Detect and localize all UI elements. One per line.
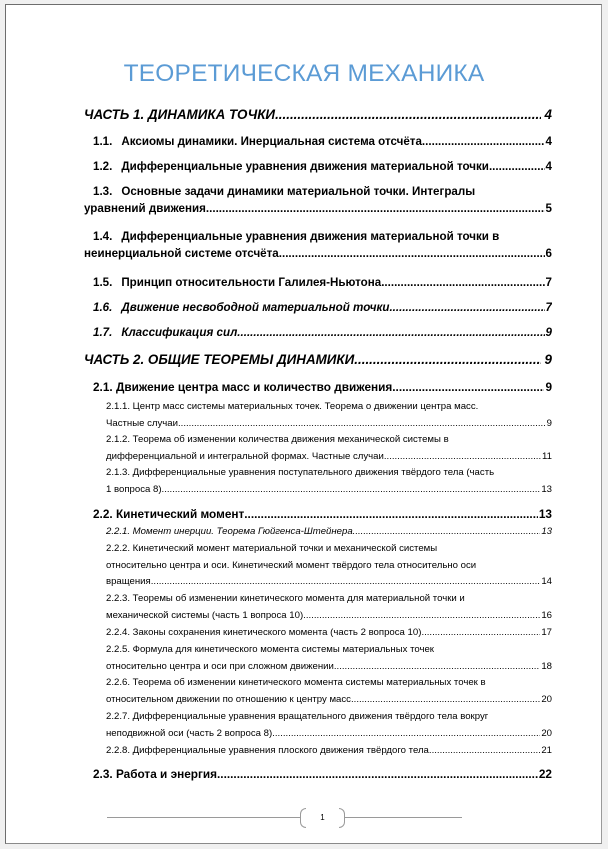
toc-leader-dots — [217, 767, 538, 781]
toc-page-number: 20 — [541, 727, 552, 739]
toc-entry-text-cont: 1 вопроса 8) — [106, 483, 162, 495]
toc-entry-text-cont: неподвижной оси (часть 2 вопроса 8) — [106, 727, 273, 739]
footer-brace-right-icon — [339, 808, 345, 828]
toc-section-2-1[interactable] — [93, 380, 552, 394]
toc-subsection-2-2-7[interactable] — [106, 709, 552, 742]
toc-subsection-2-2-2[interactable] — [106, 541, 552, 591]
toc-entry-text-cont: дифференциальной и интегральной формах. Частные случаи — [106, 450, 384, 462]
toc-leader-dots — [389, 301, 544, 314]
toc-section-number: 1.7. — [93, 326, 113, 339]
toc-leader-dots — [275, 107, 540, 122]
toc-entry-text: Дифференциальные уравнения движения материальной точки в — [121, 230, 500, 243]
toc-page-number: 6 — [545, 247, 552, 260]
toc-section-1-2[interactable] — [93, 160, 552, 173]
toc-entry-text: 2.2.8. Дифференциальные уравнения плоского движения твёрдого тела — [106, 745, 429, 756]
toc-page-number: 16 — [541, 609, 552, 621]
toc-page-number: 18 — [541, 660, 552, 672]
toc-entry-text-cont: относительно центра и оси. Кинетический момент твёрдого тела относительно оси — [106, 559, 477, 571]
toc-entry-text: 2.1.3. Дифференциальные уравнения поступательного движения твёрдого тела (часть — [106, 467, 495, 478]
toc-leader-dots — [244, 507, 538, 521]
toc-page-number: 9 — [545, 380, 552, 394]
toc-leader-dots — [162, 482, 541, 499]
toc-entry-text: Классификация сил — [121, 326, 238, 339]
toc-subsection-2-2-5[interactable] — [106, 642, 552, 675]
toc-leader-dots — [351, 692, 540, 709]
toc-page-number: 20 — [541, 693, 552, 705]
toc-section-number: 1.5. — [93, 276, 113, 289]
toc-subsection-2-1-1[interactable] — [106, 399, 552, 432]
toc-entry-text: 2.2.1. Момент инерции. Теорема Гюйгенса-Штейнера — [106, 526, 353, 537]
toc-section-2-2[interactable] — [93, 507, 552, 521]
toc-entry-text: Основные задачи динамики материальной точки. Интегралы — [121, 185, 476, 198]
toc-entry-text-cont: неинерциальной системе отсчёта — [84, 247, 279, 260]
toc-entry-text: Движение несвободной материальной точки — [121, 301, 390, 314]
page-number: 1 — [320, 813, 325, 822]
toc-leader-dots — [334, 659, 540, 676]
toc-entry-text-cont: механической системы (часть 1 вопроса 10) — [106, 609, 304, 621]
toc-section-1-3[interactable] — [84, 185, 552, 215]
document-title: ТЕОРЕТИЧЕСКАЯ МЕХАНИКА — [123, 60, 485, 87]
toc-subsection-2-1-2[interactable] — [106, 432, 552, 465]
toc-leader-dots — [421, 625, 540, 642]
toc-leader-dots — [178, 416, 546, 433]
toc-section-1-6[interactable] — [93, 301, 552, 314]
toc-page-number: 9 — [546, 417, 552, 429]
toc-section-number: 1.1. — [93, 135, 113, 148]
toc-entry-text: 2.2.3. Теоремы об изменении кинетического момента для материальной точки и — [106, 593, 465, 604]
toc-section-1-4[interactable] — [84, 230, 552, 260]
toc-entry-text-cont: относительном движении по отношению к центру масс — [106, 693, 351, 705]
toc-entry-text: ЧАСТЬ 1. ДИНАМИКА ТОЧКИ — [84, 107, 276, 122]
toc-entry-text-cont: вращения. — [106, 576, 154, 587]
toc-subsection-2-2-3[interactable] — [106, 591, 552, 624]
toc-section-1-5[interactable] — [93, 276, 552, 289]
toc-entry-text: 2.2.4. Законы сохранения кинетического момента (часть 2 вопроса 10) — [106, 627, 422, 638]
toc-entry-text: 2.1.1. Центр масс системы материальных точек. Теорема о движении центра масс. — [106, 401, 479, 412]
toc-entry-text: 2.1.2. Теорема об изменении количества движения механической системы в — [106, 434, 449, 445]
toc-subsection-2-2-8[interactable] — [106, 743, 552, 760]
toc-page-number: 22 — [538, 767, 552, 781]
toc-leader-dots — [279, 247, 545, 260]
toc-part-1[interactable] — [84, 107, 552, 122]
toc-entry-text-cont: уравнений движения — [84, 202, 206, 215]
toc-leader-dots — [381, 276, 544, 289]
toc-section-number: 1.3. — [93, 185, 113, 198]
toc-page-number: 11 — [542, 450, 552, 462]
toc-page-number: 4 — [544, 107, 552, 122]
toc-entry-text: 2.2.7. Дифференциальные уравнения вращательного движения твёрдого тела вокруг — [106, 711, 489, 722]
toc-entry-text: 2.2.2. Кинетический момент материальной точки и механической системы — [106, 543, 438, 554]
toc-entry-text: Аксиомы динамики. Инерциальная система отсчёта. — [121, 135, 426, 148]
toc-entry-text: 2.2.6. Теорема об изменении кинетического момента системы материальных точек в — [106, 677, 486, 688]
toc-subsection-2-2-1[interactable] — [106, 524, 552, 541]
toc-subsection-2-1-3[interactable] — [106, 465, 552, 498]
footer-rule-left — [107, 817, 300, 818]
toc-leader-dots — [353, 524, 541, 541]
toc-leader-dots — [354, 352, 540, 367]
toc-page-number: 17 — [541, 627, 552, 638]
toc-entry-text: 2.3. Работа и энергия — [93, 767, 218, 781]
toc-leader-dots — [206, 202, 545, 215]
toc-page-number: 9 — [544, 352, 552, 367]
toc-section-number: 1.6. — [93, 301, 113, 314]
toc-page-number: 7 — [545, 276, 552, 289]
toc-page-number: 4 — [545, 160, 552, 173]
toc-subsection-2-2-4[interactable] — [106, 625, 552, 642]
toc-leader-dots — [489, 160, 545, 173]
toc-page-number: 21 — [541, 745, 552, 756]
toc-section-1-1[interactable] — [93, 135, 552, 148]
toc-page-number: 4 — [545, 135, 552, 148]
toc-entry-text-cont: Частные случаи — [106, 417, 178, 429]
toc-page-number: 9 — [545, 326, 552, 339]
toc-leader-dots — [392, 380, 544, 394]
toc-entry-text: 2.2.5. Формула для кинетического момента системы материальных точек — [106, 644, 435, 655]
toc-leader-dots — [237, 326, 544, 339]
toc-leader-dots — [272, 726, 540, 743]
toc-page-number: 14 — [541, 576, 552, 587]
toc-section-2-3[interactable] — [93, 767, 552, 781]
toc-page-number: 13 — [538, 507, 552, 521]
toc-leader-dots — [429, 743, 540, 760]
toc-page-number: 5 — [545, 202, 552, 215]
toc-entry-text-cont: относительно центра и оси при сложном движении — [106, 660, 334, 672]
toc-part-2[interactable] — [84, 352, 552, 367]
toc-subsection-2-2-6[interactable] — [106, 675, 552, 708]
toc-leader-dots — [425, 135, 544, 148]
toc-leader-dots — [384, 449, 541, 466]
toc-entry-text: 2.1. Движение центра масс и количество движения — [93, 380, 393, 394]
toc-entry-text: 2.2. Кинетический момент — [93, 507, 245, 521]
toc-leader-dots — [153, 574, 540, 591]
toc-section-number: 1.2. — [93, 160, 113, 173]
toc-entry-text: Принцип относительности Галилея-Ньютона — [121, 276, 382, 289]
toc-page-number: 13 — [541, 526, 552, 537]
toc-entry-text: ЧАСТЬ 2. ОБЩИЕ ТЕОРЕМЫ ДИНАМИКИ — [84, 352, 355, 367]
footer-rule-right — [345, 817, 462, 818]
toc-page-number: 7 — [545, 301, 552, 314]
toc-section-1-7[interactable] — [93, 326, 552, 339]
toc-entry-text: Дифференциальные уравнения движения материальной точки — [121, 160, 489, 173]
toc-leader-dots — [303, 608, 540, 625]
toc-section-number: 1.4. — [93, 230, 113, 243]
toc-page-number: 13 — [541, 483, 552, 495]
